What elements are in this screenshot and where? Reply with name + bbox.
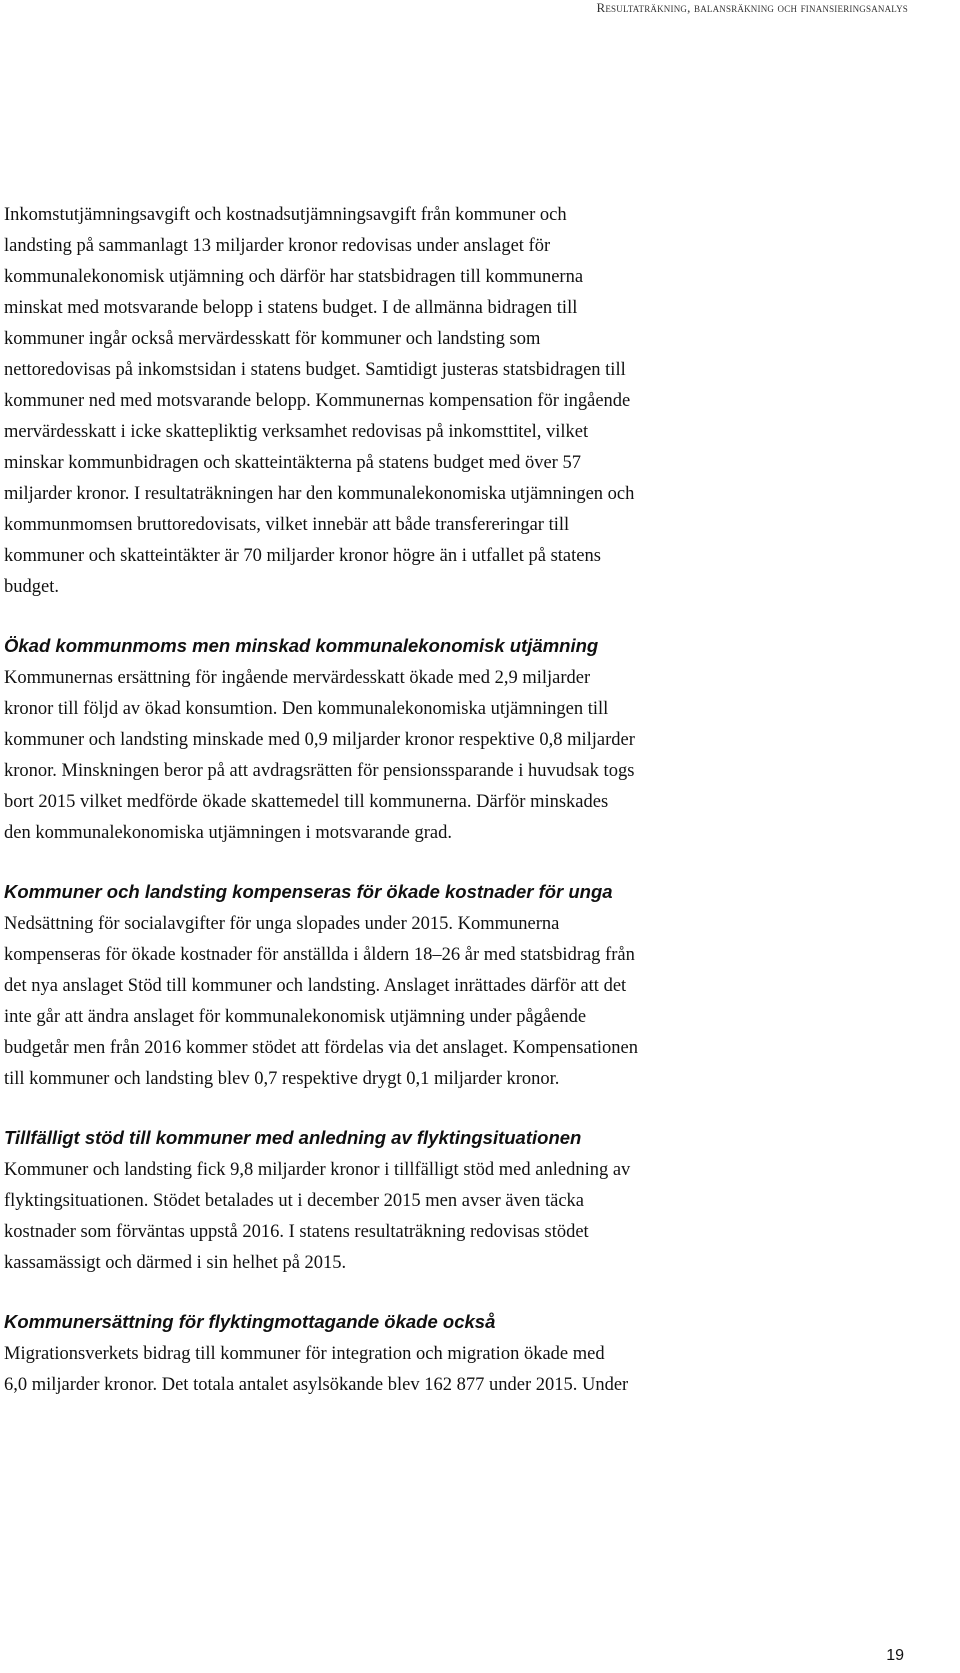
running-header: Resultaträkning, balansräkning och finansieringsanalys: [596, 0, 908, 15]
section-kompenseras-unga: [4, 879, 824, 1095]
page-content: [4, 200, 824, 1401]
section-tillfalligt-stod: [4, 1125, 824, 1279]
page-number: 19: [886, 1647, 904, 1664]
section-heading: Tillfälligt stöd till kommuner med anledning av flyktingsituationen: [4, 1127, 582, 1148]
section-okad-kommunmoms: [4, 633, 824, 849]
section-heading: Kommuner och landsting kompenseras för ökade kostnader för unga: [4, 881, 613, 902]
section-paragraph: Migrationsverkets bidrag till kommuner för integration och migration ökade med 6,0 miljarder kronor. Det totala antalet asylsökande blev 162 877 under 2015. Under: [4, 1344, 629, 1395]
intro-paragraph: Inkomstutjämningsavgift och kostnadsutjämningsavgift från kommuner och landsting på sammanlagt 13 miljarder kronor redovisas under anslaget för kommunalekonomisk utjämning och därför har statsbidragen till kommunerna minskat med motsvarande belopp i statens budget. I de allmänna bidragen till kommuner ingår också mervärdesskatt för kommuner och landsting som nettoredovisas på inkomstsidan i statens budget. Samtidigt justeras statsbidragen till kommuner ned med motsvarande belopp. Kommunernas kompensation för ingående mervärdesskatt i icke skattepliktig verksamhet redovisas på inkomsttitel, vilket minskar kommunbidragen och skatteintäkterna på statens budget med över 57 miljarder kronor. I resultaträkningen har den kommunalekonomiska utjämningen och kommunmomsen bruttoredovisats, vilket innebär att både transfereringar till kommuner och skatteintäkter är 70 miljarder kronor högre än i utfallet på statens budget.: [4, 205, 635, 597]
section-heading: Kommunersättning för flyktingmottagande ökade också: [4, 1311, 496, 1332]
section-paragraph: Nedsättning för socialavgifter för unga slopades under 2015. Kommunerna kompenseras för ökade kostnader för anställda i åldern 18–26 år med statsbidrag från det nya anslaget Stöd till kommuner och landsting. Anslaget inrättades därför att det inte går att ändra anslaget för kommunalekonomisk utjämning under pågående budgetår men från 2016 kommer stödet att fördelas via det anslaget. Kompensationen till kommuner och landsting blev 0,7 respektive drygt 0,1 miljarder kronor.: [4, 914, 638, 1089]
section-paragraph: Kommuner och landsting fick 9,8 miljarder kronor i tillfälligt stöd med anledning av flyktingsituationen. Stödet betalades ut i december 2015 men avser även täcka kostnader som förväntas uppstå 2016. I statens resultaträkning redovisas stödet kassamässigt och därmed i sin helhet på 2015.: [4, 1160, 631, 1273]
section-heading: Ökad kommunmoms men minskad kommunalekonomisk utjämning: [4, 635, 599, 656]
section-flyktingmottagande: [4, 1309, 824, 1401]
section-paragraph: Kommunernas ersättning för ingående mervärdesskatt ökade med 2,9 miljarder kronor till följd av ökad konsumtion. Den kommunalekonomiska utjämningen till kommuner och landsting minskade med 0,9 miljarder kronor respektive 0,8 miljarder kronor. Minskningen beror på att avdragsrätten för pensionssparande i huvudsak togs bort 2015 vilket medförde ökade skattemedel till kommunerna. Därför minskades den kommunalekonomiska utjämningen i motsvarande grad.: [4, 668, 635, 843]
